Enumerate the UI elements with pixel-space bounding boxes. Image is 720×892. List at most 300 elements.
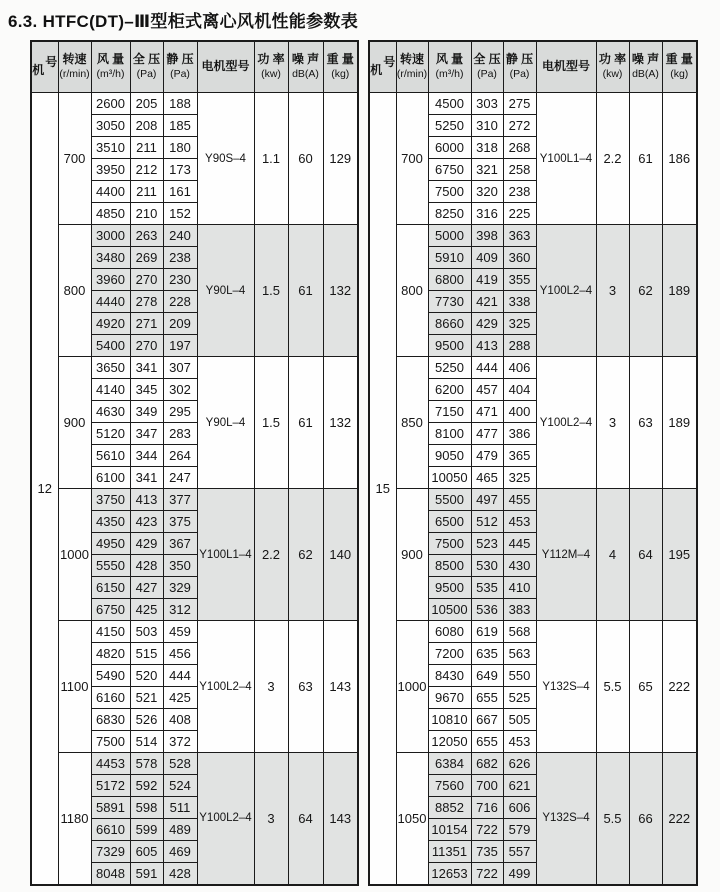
airflow-value: 9500: [428, 577, 471, 599]
total-pressure-value: 735: [471, 841, 503, 863]
speed-value: 1050: [396, 753, 428, 885]
noise-value: 63: [629, 357, 662, 489]
airflow-value: 10500: [428, 599, 471, 621]
power-value: 2.2: [596, 93, 629, 225]
column-header-airflow: 风 量 (m³/h): [91, 41, 130, 93]
static-pressure-value: 408: [163, 709, 197, 731]
page-title: 6.3. HTFC(DT)–Ⅲ型柜式离心风机性能参数表: [8, 12, 359, 31]
static-pressure-value: 445: [503, 533, 536, 555]
total-pressure-value: 427: [130, 577, 163, 599]
static-pressure-value: 453: [503, 511, 536, 533]
airflow-value: 10050: [428, 467, 471, 489]
airflow-value: 8500: [428, 555, 471, 577]
total-pressure-value: 536: [471, 599, 503, 621]
total-pressure-value: 212: [130, 159, 163, 181]
noise-value: 62: [629, 225, 662, 357]
static-pressure-value: 209: [163, 313, 197, 335]
airflow-value: 6100: [91, 467, 130, 489]
static-pressure-value: 228: [163, 291, 197, 313]
total-pressure-value: 605: [130, 841, 163, 863]
airflow-value: 9050: [428, 445, 471, 467]
weight-value: 222: [662, 621, 697, 753]
airflow-value: 5910: [428, 247, 471, 269]
static-pressure-value: 325: [503, 467, 536, 489]
static-pressure-value: 238: [163, 247, 197, 269]
static-pressure-value: 275: [503, 93, 536, 115]
total-pressure-value: 497: [471, 489, 503, 511]
airflow-value: 3050: [91, 115, 130, 137]
airflow-value: 5120: [91, 423, 130, 445]
airflow-value: 5172: [91, 775, 130, 797]
total-pressure-value: 667: [471, 709, 503, 731]
airflow-value: 6150: [91, 577, 130, 599]
static-pressure-value: 377: [163, 489, 197, 511]
total-pressure-value: 345: [130, 379, 163, 401]
static-pressure-value: 524: [163, 775, 197, 797]
total-pressure-value: 344: [130, 445, 163, 467]
column-header-weight: 重 量 (kg): [662, 41, 697, 93]
power-value: 1.5: [254, 225, 288, 357]
power-value: 1.1: [254, 93, 288, 225]
total-pressure-value: 211: [130, 181, 163, 203]
speed-value: 1180: [58, 753, 91, 885]
airflow-value: 5490: [91, 665, 130, 687]
motor-model-value: Y100L2–4: [197, 621, 254, 753]
weight-value: 143: [323, 621, 358, 753]
static-pressure-value: 375: [163, 511, 197, 533]
power-value: 3: [596, 357, 629, 489]
total-pressure-value: 457: [471, 379, 503, 401]
column-header-motor-model: 电机型号: [197, 41, 254, 93]
airflow-value: 4630: [91, 401, 130, 423]
airflow-value: 4400: [91, 181, 130, 203]
airflow-value: 5550: [91, 555, 130, 577]
tables-container: [30, 40, 698, 886]
total-pressure-value: 716: [471, 797, 503, 819]
static-pressure-value: 404: [503, 379, 536, 401]
power-value: 2.2: [254, 489, 288, 621]
total-pressure-value: 520: [130, 665, 163, 687]
table-row: [369, 621, 697, 643]
static-pressure-value: 268: [503, 137, 536, 159]
static-pressure-value: 428: [163, 863, 197, 885]
table-row: [31, 357, 358, 379]
airflow-value: 5000: [428, 225, 471, 247]
airflow-value: 9670: [428, 687, 471, 709]
table-row: [31, 225, 358, 247]
noise-value: 62: [288, 489, 323, 621]
power-value: 5.5: [596, 621, 629, 753]
static-pressure-value: 606: [503, 797, 536, 819]
total-pressure-value: 413: [471, 335, 503, 357]
total-pressure-value: 425: [130, 599, 163, 621]
weight-value: 132: [323, 357, 358, 489]
total-pressure-value: 211: [130, 137, 163, 159]
airflow-value: 7500: [428, 533, 471, 555]
speed-value: 900: [396, 489, 428, 621]
weight-value: 195: [662, 489, 697, 621]
weight-value: 129: [323, 93, 358, 225]
motor-model-value: Y100L2–4: [197, 753, 254, 885]
airflow-value: 6610: [91, 819, 130, 841]
airflow-value: 5400: [91, 335, 130, 357]
static-pressure-value: 329: [163, 577, 197, 599]
noise-value: 61: [288, 225, 323, 357]
airflow-value: 7329: [91, 841, 130, 863]
static-pressure-value: 386: [503, 423, 536, 445]
airflow-value: 6800: [428, 269, 471, 291]
total-pressure-value: 321: [471, 159, 503, 181]
speed-value: 850: [396, 357, 428, 489]
table-row: [31, 753, 358, 775]
static-pressure-value: 288: [503, 335, 536, 357]
total-pressure-value: 592: [130, 775, 163, 797]
static-pressure-value: 363: [503, 225, 536, 247]
total-pressure-value: 413: [130, 489, 163, 511]
weight-value: 140: [323, 489, 358, 621]
static-pressure-value: 550: [503, 665, 536, 687]
airflow-value: 5250: [428, 115, 471, 137]
static-pressure-value: 247: [163, 467, 197, 489]
table-row: [31, 489, 358, 511]
total-pressure-value: 349: [130, 401, 163, 423]
static-pressure-value: 240: [163, 225, 197, 247]
speed-value: 1100: [58, 621, 91, 753]
static-pressure-value: 197: [163, 335, 197, 357]
speed-value: 800: [396, 225, 428, 357]
speed-value: 700: [396, 93, 428, 225]
airflow-value: 3510: [91, 137, 130, 159]
total-pressure-value: 535: [471, 577, 503, 599]
static-pressure-value: 456: [163, 643, 197, 665]
noise-value: 63: [288, 621, 323, 753]
airflow-value: 8048: [91, 863, 130, 885]
total-pressure-value: 429: [130, 533, 163, 555]
total-pressure-value: 465: [471, 467, 503, 489]
motor-model-value: Y100L1–4: [536, 93, 596, 225]
weight-value: 143: [323, 753, 358, 885]
column-header-airflow: 风 量 (m³/h): [428, 41, 471, 93]
motor-model-value: Y90S–4: [197, 93, 254, 225]
speed-value: 700: [58, 93, 91, 225]
weight-value: 132: [323, 225, 358, 357]
column-header-noise: 噪 声 dB(A): [629, 41, 662, 93]
static-pressure-value: 264: [163, 445, 197, 467]
total-pressure-value: 682: [471, 753, 503, 775]
static-pressure-value: 383: [503, 599, 536, 621]
airflow-value: 6750: [91, 599, 130, 621]
airflow-value: 3750: [91, 489, 130, 511]
total-pressure-value: 270: [130, 269, 163, 291]
airflow-value: 5250: [428, 357, 471, 379]
fan-table-12: [30, 40, 359, 886]
total-pressure-value: 526: [130, 709, 163, 731]
static-pressure-value: 272: [503, 115, 536, 137]
airflow-value: 12653: [428, 863, 471, 885]
airflow-value: 3650: [91, 357, 130, 379]
machine-no-value: 15: [369, 93, 396, 885]
total-pressure-value: 722: [471, 863, 503, 885]
total-pressure-value: 649: [471, 665, 503, 687]
table-row: [369, 489, 697, 511]
column-header-total-pressure: 全 压 (Pa): [471, 41, 503, 93]
airflow-value: 6160: [91, 687, 130, 709]
total-pressure-value: 341: [130, 467, 163, 489]
total-pressure-value: 208: [130, 115, 163, 137]
column-header-static-pressure: 静 压 (Pa): [163, 41, 197, 93]
airflow-value: 6750: [428, 159, 471, 181]
total-pressure-value: 471: [471, 401, 503, 423]
noise-value: 60: [288, 93, 323, 225]
airflow-value: 7150: [428, 401, 471, 423]
airflow-value: 4150: [91, 621, 130, 643]
total-pressure-value: 700: [471, 775, 503, 797]
total-pressure-value: 429: [471, 313, 503, 335]
total-pressure-value: 578: [130, 753, 163, 775]
table-row: [369, 753, 697, 775]
static-pressure-value: 455: [503, 489, 536, 511]
static-pressure-value: 425: [163, 687, 197, 709]
table-row: [369, 357, 697, 379]
total-pressure-value: 398: [471, 225, 503, 247]
static-pressure-value: 258: [503, 159, 536, 181]
total-pressure-value: 444: [471, 357, 503, 379]
airflow-value: 8250: [428, 203, 471, 225]
total-pressure-value: 514: [130, 731, 163, 753]
total-pressure-value: 270: [130, 335, 163, 357]
airflow-value: 4950: [91, 533, 130, 555]
static-pressure-value: 563: [503, 643, 536, 665]
static-pressure-value: 188: [163, 93, 197, 115]
static-pressure-value: 161: [163, 181, 197, 203]
airflow-value: 6384: [428, 753, 471, 775]
power-value: 3: [254, 753, 288, 885]
airflow-value: 6830: [91, 709, 130, 731]
total-pressure-value: 515: [130, 643, 163, 665]
total-pressure-value: 523: [471, 533, 503, 555]
airflow-value: 2600: [91, 93, 130, 115]
total-pressure-value: 347: [130, 423, 163, 445]
static-pressure-value: 367: [163, 533, 197, 555]
table-row: [369, 225, 697, 247]
speed-value: 1000: [396, 621, 428, 753]
total-pressure-value: 310: [471, 115, 503, 137]
table-row: [369, 93, 697, 115]
column-header-machine-no: 机号: [369, 41, 396, 93]
total-pressure-value: 303: [471, 93, 503, 115]
static-pressure-value: 406: [503, 357, 536, 379]
total-pressure-value: 278: [130, 291, 163, 313]
static-pressure-value: 283: [163, 423, 197, 445]
static-pressure-value: 557: [503, 841, 536, 863]
static-pressure-value: 489: [163, 819, 197, 841]
weight-value: 222: [662, 753, 697, 885]
airflow-value: 7200: [428, 643, 471, 665]
static-pressure-value: 528: [163, 753, 197, 775]
speed-value: 1000: [58, 489, 91, 621]
airflow-value: 4500: [428, 93, 471, 115]
static-pressure-value: 372: [163, 731, 197, 753]
airflow-value: 11351: [428, 841, 471, 863]
motor-model-value: Y90L–4: [197, 357, 254, 489]
airflow-value: 7560: [428, 775, 471, 797]
static-pressure-value: 365: [503, 445, 536, 467]
column-header-motor-model: 电机型号: [536, 41, 596, 93]
static-pressure-value: 230: [163, 269, 197, 291]
airflow-value: 3480: [91, 247, 130, 269]
total-pressure-value: 419: [471, 269, 503, 291]
airflow-value: 5610: [91, 445, 130, 467]
column-header-machine-no: 机号: [31, 41, 58, 93]
airflow-value: 10154: [428, 819, 471, 841]
noise-value: 64: [288, 753, 323, 885]
total-pressure-value: 341: [130, 357, 163, 379]
static-pressure-value: 430: [503, 555, 536, 577]
noise-value: 61: [288, 357, 323, 489]
fan-table-15: [368, 40, 698, 886]
static-pressure-value: 499: [503, 863, 536, 885]
column-header-speed: 转速 (r/min): [58, 41, 91, 93]
static-pressure-value: 410: [503, 577, 536, 599]
airflow-value: 5891: [91, 797, 130, 819]
power-value: 3: [254, 621, 288, 753]
airflow-value: 5500: [428, 489, 471, 511]
static-pressure-value: 295: [163, 401, 197, 423]
total-pressure-value: 269: [130, 247, 163, 269]
static-pressure-value: 312: [163, 599, 197, 621]
static-pressure-value: 173: [163, 159, 197, 181]
static-pressure-value: 338: [503, 291, 536, 313]
total-pressure-value: 428: [130, 555, 163, 577]
airflow-value: 4453: [91, 753, 130, 775]
total-pressure-value: 655: [471, 687, 503, 709]
static-pressure-value: 350: [163, 555, 197, 577]
weight-value: 189: [662, 225, 697, 357]
static-pressure-value: 525: [503, 687, 536, 709]
total-pressure-value: 271: [130, 313, 163, 335]
airflow-value: 6080: [428, 621, 471, 643]
speed-value: 800: [58, 225, 91, 357]
column-header-speed: 转速 (r/min): [396, 41, 428, 93]
total-pressure-value: 210: [130, 203, 163, 225]
airflow-value: 6000: [428, 137, 471, 159]
static-pressure-value: 238: [503, 181, 536, 203]
static-pressure-value: 621: [503, 775, 536, 797]
motor-model-value: Y90L–4: [197, 225, 254, 357]
static-pressure-value: 453: [503, 731, 536, 753]
airflow-value: 4350: [91, 511, 130, 533]
static-pressure-value: 626: [503, 753, 536, 775]
static-pressure-value: 505: [503, 709, 536, 731]
noise-value: 65: [629, 621, 662, 753]
total-pressure-value: 591: [130, 863, 163, 885]
weight-value: 186: [662, 93, 697, 225]
total-pressure-value: 423: [130, 511, 163, 533]
static-pressure-value: 579: [503, 819, 536, 841]
total-pressure-value: 599: [130, 819, 163, 841]
static-pressure-value: 511: [163, 797, 197, 819]
total-pressure-value: 477: [471, 423, 503, 445]
airflow-value: 3960: [91, 269, 130, 291]
total-pressure-value: 655: [471, 731, 503, 753]
airflow-value: 8852: [428, 797, 471, 819]
table-row: [31, 621, 358, 643]
speed-value: 900: [58, 357, 91, 489]
motor-model-value: Y100L2–4: [536, 225, 596, 357]
airflow-value: 4820: [91, 643, 130, 665]
motor-model-value: Y100L1–4: [197, 489, 254, 621]
static-pressure-value: 307: [163, 357, 197, 379]
machine-no-value: 12: [31, 93, 58, 885]
motor-model-value: Y112M–4: [536, 489, 596, 621]
power-value: 5.5: [596, 753, 629, 885]
total-pressure-value: 318: [471, 137, 503, 159]
total-pressure-value: 530: [471, 555, 503, 577]
airflow-value: 10810: [428, 709, 471, 731]
total-pressure-value: 512: [471, 511, 503, 533]
airflow-value: 4850: [91, 203, 130, 225]
airflow-value: 12050: [428, 731, 471, 753]
noise-value: 66: [629, 753, 662, 885]
column-header-power: 功 率 (kw): [596, 41, 629, 93]
static-pressure-value: 444: [163, 665, 197, 687]
column-header-power: 功 率 (kw): [254, 41, 288, 93]
airflow-value: 3950: [91, 159, 130, 181]
airflow-value: 7730: [428, 291, 471, 313]
column-header-static-pressure: 静 压 (Pa): [503, 41, 536, 93]
column-header-noise: 噪 声 dB(A): [288, 41, 323, 93]
total-pressure-value: 521: [130, 687, 163, 709]
airflow-value: 7500: [428, 181, 471, 203]
static-pressure-value: 400: [503, 401, 536, 423]
airflow-value: 8100: [428, 423, 471, 445]
column-header-total-pressure: 全 压 (Pa): [130, 41, 163, 93]
static-pressure-value: 180: [163, 137, 197, 159]
airflow-value: 4440: [91, 291, 130, 313]
motor-model-value: Y100L2–4: [536, 357, 596, 489]
total-pressure-value: 619: [471, 621, 503, 643]
total-pressure-value: 263: [130, 225, 163, 247]
column-header-weight: 重 量 (kg): [323, 41, 358, 93]
static-pressure-value: 459: [163, 621, 197, 643]
total-pressure-value: 205: [130, 93, 163, 115]
static-pressure-value: 360: [503, 247, 536, 269]
total-pressure-value: 598: [130, 797, 163, 819]
total-pressure-value: 421: [471, 291, 503, 313]
weight-value: 189: [662, 357, 697, 489]
static-pressure-value: 325: [503, 313, 536, 335]
airflow-value: 8660: [428, 313, 471, 335]
static-pressure-value: 225: [503, 203, 536, 225]
total-pressure-value: 320: [471, 181, 503, 203]
power-value: 3: [596, 225, 629, 357]
static-pressure-value: 185: [163, 115, 197, 137]
total-pressure-value: 409: [471, 247, 503, 269]
static-pressure-value: 568: [503, 621, 536, 643]
airflow-value: 9500: [428, 335, 471, 357]
airflow-value: 6200: [428, 379, 471, 401]
total-pressure-value: 722: [471, 819, 503, 841]
airflow-value: 3000: [91, 225, 130, 247]
total-pressure-value: 635: [471, 643, 503, 665]
power-value: 4: [596, 489, 629, 621]
static-pressure-value: 469: [163, 841, 197, 863]
power-value: 1.5: [254, 357, 288, 489]
total-pressure-value: 503: [130, 621, 163, 643]
noise-value: 61: [629, 93, 662, 225]
airflow-value: 7500: [91, 731, 130, 753]
airflow-value: 4140: [91, 379, 130, 401]
